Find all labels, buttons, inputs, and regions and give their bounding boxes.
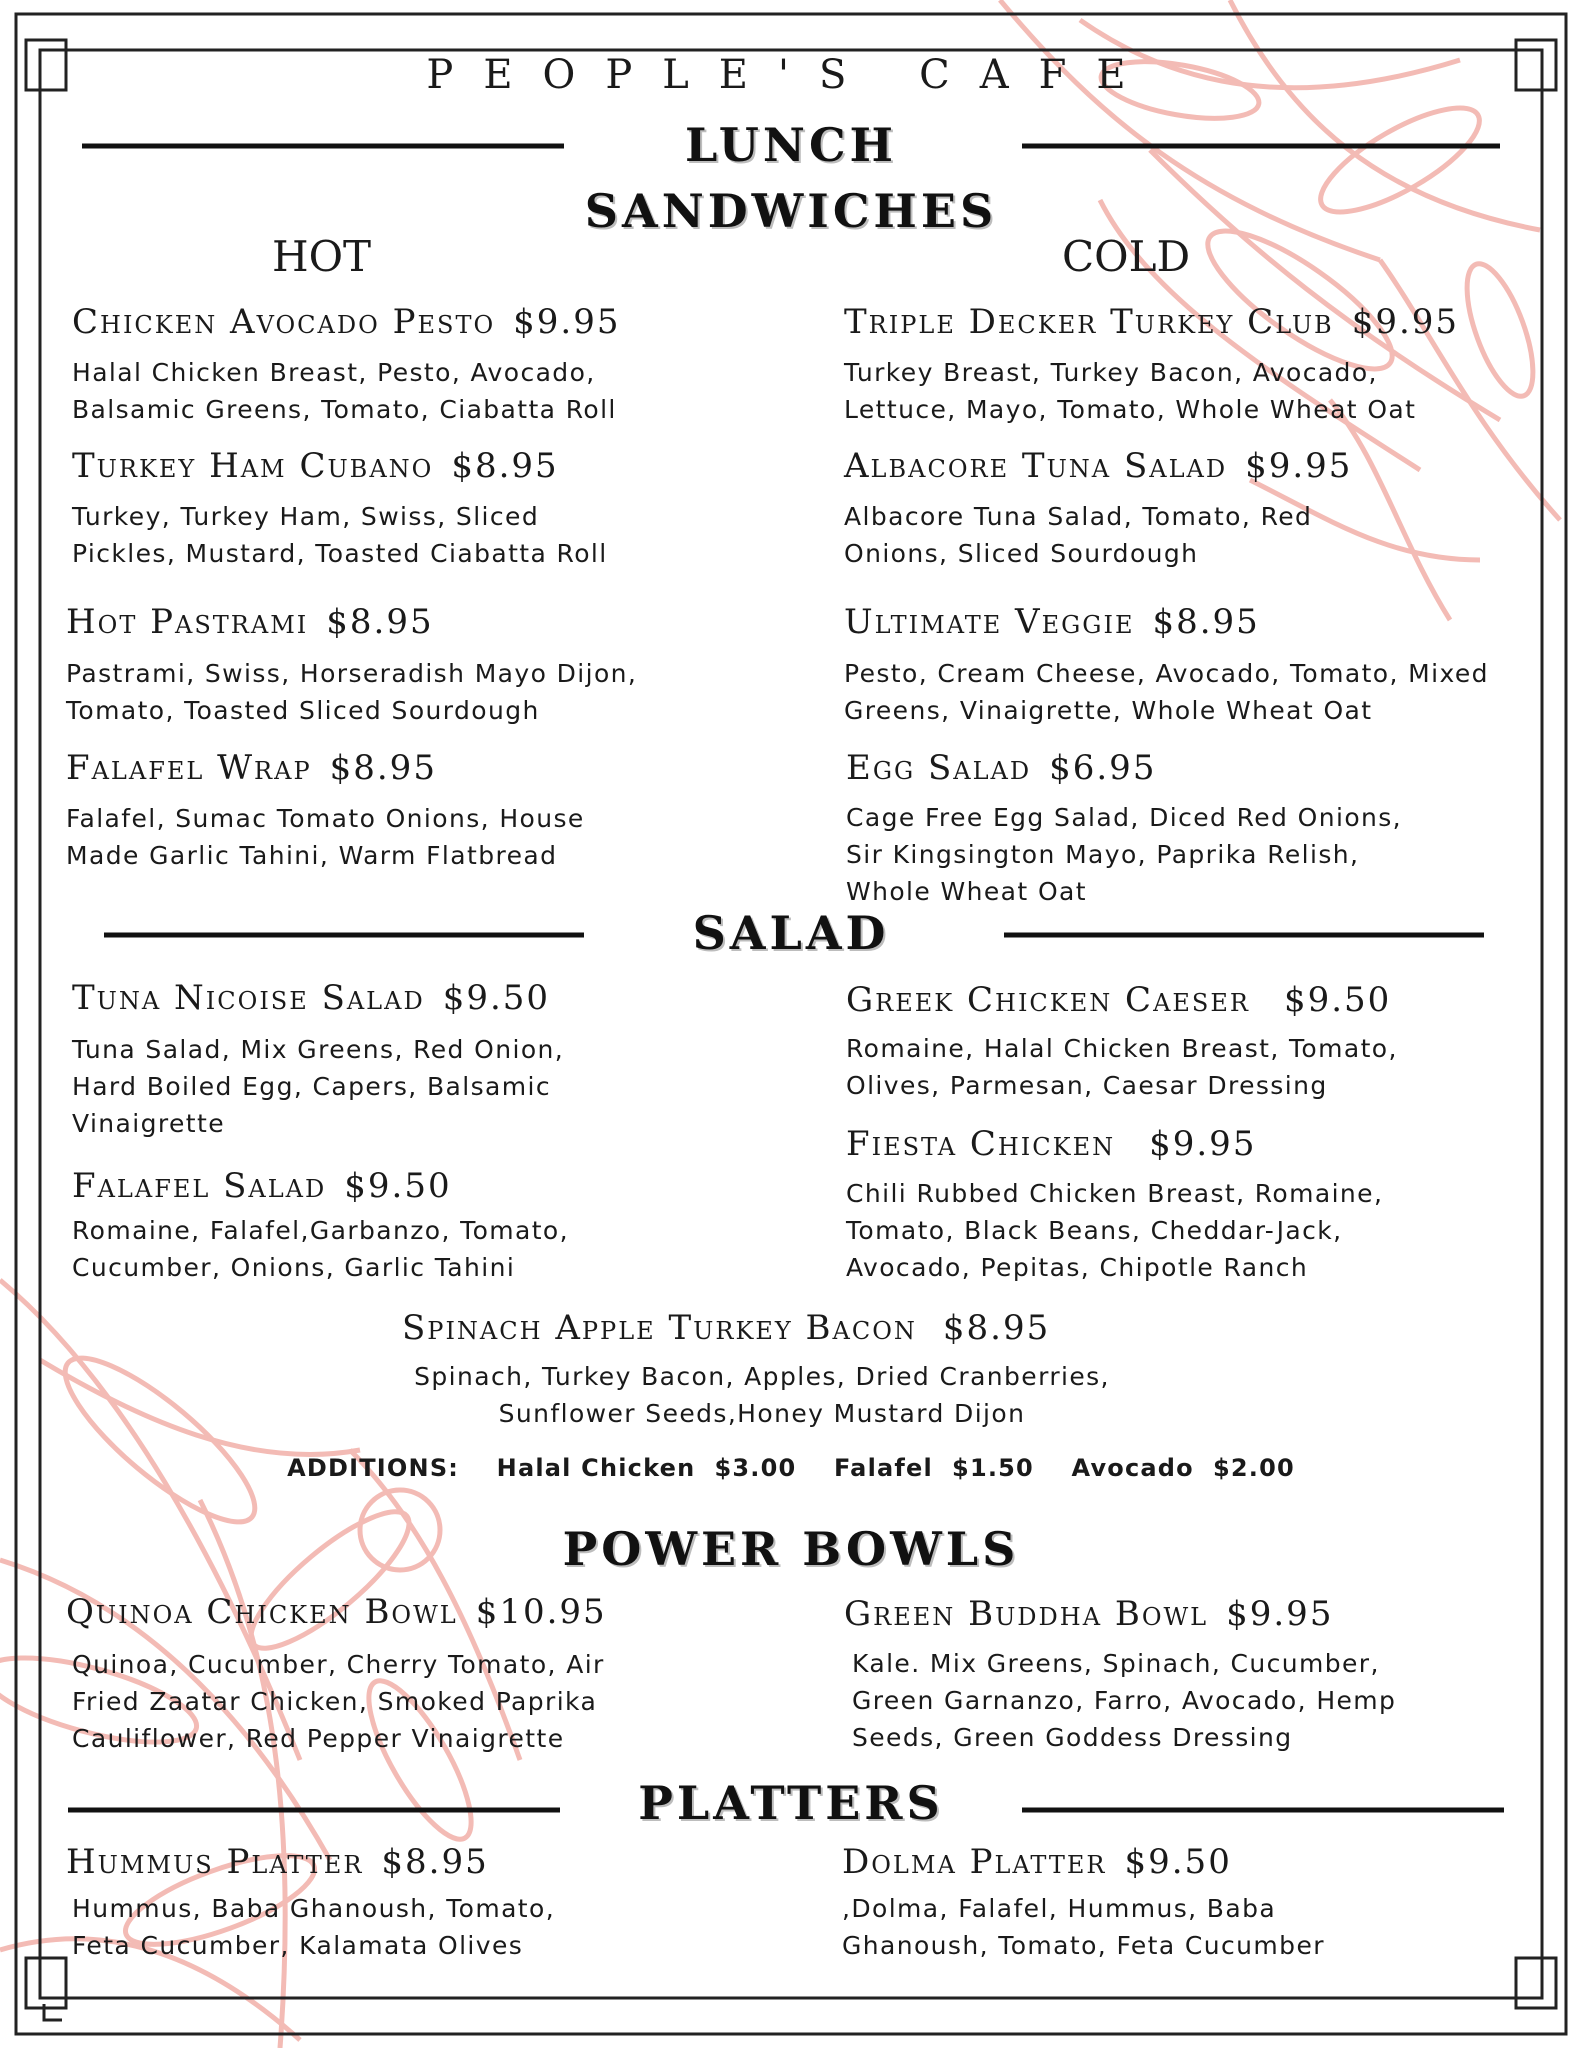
description-line: Spinach, Turkey Bacon, Apples, Dried Cranberries, — [414, 1362, 1110, 1391]
column-heading-cold: COLD — [1062, 232, 1191, 281]
cafe-name: PEOPLE'S CAFE — [426, 52, 1156, 98]
addition-item: Avocado $2.00 — [1071, 1454, 1295, 1482]
section-heading-power-bowls: POWER BOWLS — [562, 1522, 1020, 1576]
menu-item-title: Hummus Platter $8.95 — [66, 1842, 489, 1882]
column-heading-hot: HOT — [272, 232, 372, 281]
menu-item-title: Egg Salad $6.95 — [846, 748, 1157, 788]
section-heading-platters: PLATTERS — [638, 1776, 944, 1830]
menu-item-title: Tuna Nicoise Salad $9.50 — [72, 978, 551, 1018]
description-line: Sunflower Seeds,Honey Mustard Dijon — [498, 1399, 1026, 1428]
menu-item-description: Hummus, Baba Ghanoush, Tomato, Feta Cucumber, Kalamata Olives — [72, 1894, 556, 1960]
menu-item-description — [392, 1358, 1132, 1432]
menu-item-description: Tuna Salad, Mix Greens, Red Onion, Hard Boiled Egg, Capers, Balsamic Vinaigrette — [72, 1035, 565, 1138]
menu-item-title: Ultimate Veggie $8.95 — [844, 602, 1260, 642]
menu-item-description: Turkey, Turkey Ham, Swiss, Sliced Pickles, Mustard, Toasted Ciabatta Roll — [72, 502, 608, 568]
menu-item-title: Triple Decker Turkey Club $9.95 — [844, 302, 1460, 342]
menu-item-description: Chili Rubbed Chicken Breast, Romaine, Tomato, Black Beans, Cheddar-Jack, Avocado, Pepitas, Chipotle Ranch — [846, 1179, 1384, 1282]
menu-item-description: Albacore Tuna Salad, Tomato, Red Onions, Sliced Sourdough — [844, 502, 1313, 568]
menu-item-description: ,Dolma, Falafel, Hummus, Baba Ghanoush, Tomato, Feta Cucumber — [842, 1894, 1325, 1960]
menu-item-description: Pastrami, Swiss, Horseradish Mayo Dijon, Tomato, Toasted Sliced Sourdough — [66, 659, 638, 725]
menu-item-description: Turkey Breast, Turkey Bacon, Avocado, Lettuce, Mayo, Tomato, Whole Wheat Oat — [844, 358, 1417, 424]
menu-item-description: Quinoa, Cucumber, Cherry Tomato, Air Fried Zaatar Chicken, Smoked Paprika Cauliflower, Red Pepper Vinaigrette — [72, 1650, 605, 1753]
menu-item-title: Chicken Avocado Pesto $9.95 — [72, 302, 621, 342]
menu-item-title: Green Buddha Bowl $9.95 — [844, 1594, 1334, 1634]
menu-item-description: Romaine, Falafel,Garbanzo, Tomato, Cucumber, Onions, Garlic Tahini — [72, 1216, 569, 1282]
menu-item-title: Turkey Ham Cubano $8.95 — [72, 446, 559, 486]
menu-item-title: Dolma Platter $9.50 — [842, 1842, 1232, 1882]
menu-item-description: Romaine, Halal Chicken Breast, Tomato, Olives, Parmesan, Caesar Dressing — [846, 1034, 1398, 1100]
section-heading-lunch: LUNCH — [684, 118, 898, 172]
additions-label: ADDITIONS: — [287, 1454, 460, 1482]
addition-item: Halal Chicken $3.00 — [496, 1454, 797, 1482]
menu-item-title: Falafel Salad $9.50 — [72, 1166, 452, 1206]
menu-item-title: Spinach Apple Turkey Bacon $8.95 — [402, 1308, 1051, 1348]
menu-item-description: Halal Chicken Breast, Pesto, Avocado, Balsamic Greens, Tomato, Ciabatta Roll — [72, 358, 617, 424]
menu-item-description: Falafel, Sumac Tomato Onions, House Made Garlic Tahini, Warm Flatbread — [66, 804, 585, 870]
menu-item-title: Quinoa Chicken Bowl $10.95 — [66, 1592, 607, 1632]
menu-item-title: Albacore Tuna Salad $9.95 — [844, 446, 1353, 486]
menu-item-title: Greek Chicken Caeser $9.50 — [846, 980, 1392, 1020]
section-heading-sandwiches: SANDWICHES — [584, 184, 998, 238]
addition-item: Falafel $1.50 — [833, 1454, 1034, 1482]
menu-item-title: Falafel Wrap $8.95 — [66, 748, 437, 788]
menu-item-title: Fiesta Chicken $9.95 — [846, 1124, 1257, 1164]
menu-item-description: Cage Free Egg Salad, Diced Red Onions, Sir Kingsington Mayo, Paprika Relish, Whole Wheat Oat — [846, 803, 1403, 906]
menu-item-title: Hot Pastrami $8.95 — [66, 602, 434, 642]
section-heading-salad: SALAD — [692, 906, 890, 960]
additions-row — [0, 1454, 1582, 1482]
menu-item-description: Pesto, Cream Cheese, Avocado, Tomato, Mixed Greens, Vinaigrette, Whole Wheat Oat — [844, 659, 1489, 725]
menu-item-description: Kale. Mix Greens, Spinach, Cucumber, Green Garnanzo, Farro, Avocado, Hemp Seeds, Green Goddess Dressing — [852, 1649, 1397, 1752]
